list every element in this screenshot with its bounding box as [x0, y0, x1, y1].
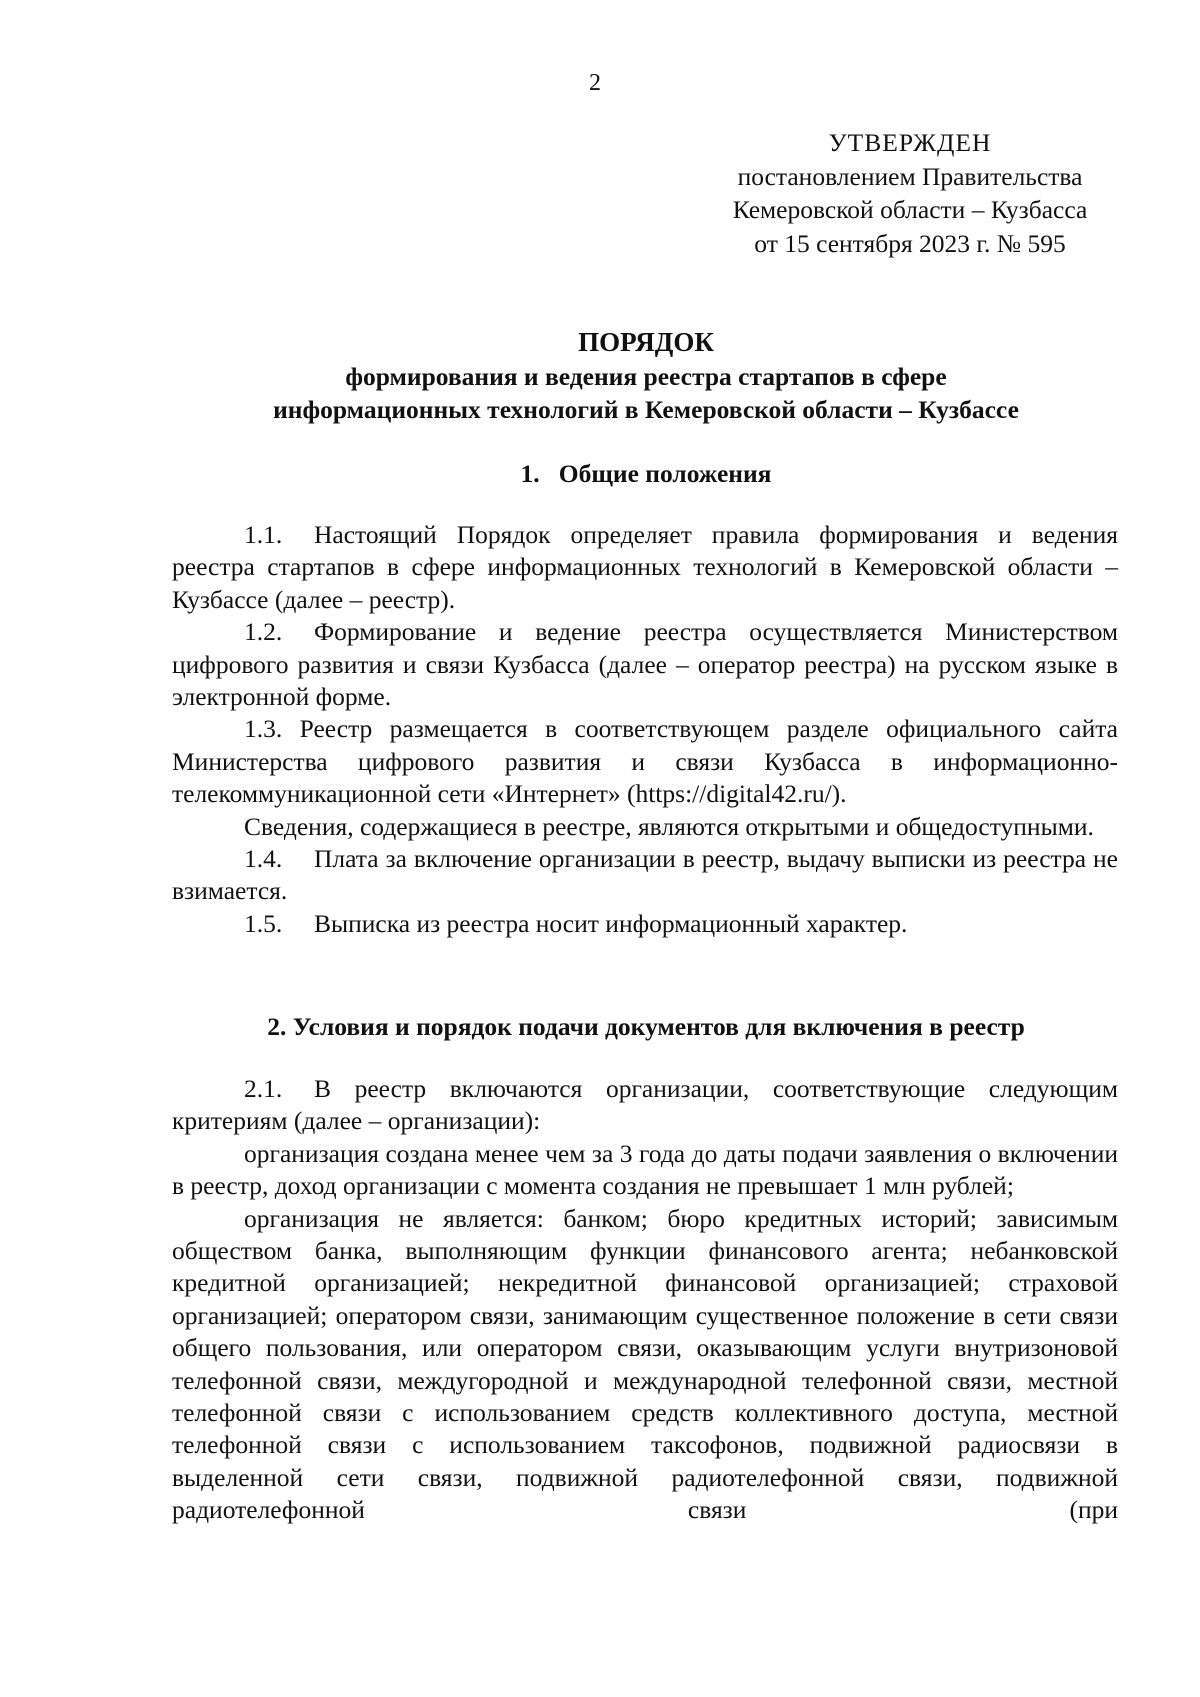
paragraph-number: 1.1. — [244, 520, 283, 549]
title-line-3: информационных технологий в Кемеровской области – Кузбассе — [273, 395, 1019, 424]
paragraph-1-1 — [172, 519, 1118, 616]
approval-line-approved: УТВЕРЖДЕН — [828, 128, 992, 157]
paragraph-2-1-criterion-1: организация создана менее чем за 3 года до даты подачи заявления о включении в реестр, доход организации с момента создания не превышает 1 млн рублей; — [172, 1138, 1118, 1201]
paragraph-number: 1.2. — [244, 617, 283, 647]
section-2-heading: 2. Условия и порядок подачи документов для включения в реестр — [267, 1012, 1025, 1041]
title-main: ПОРЯДОК — [578, 327, 714, 357]
paragraph-text: Плата за включение организации в реестр, выдачу выписки из реестра не взимается. — [172, 844, 1118, 906]
paragraph-text: Настоящий Порядок определяет правила формирования и ведения реестра стартапов в сфере информационных технологий в Кемеровской области – Кузбассе (далее – реестр). — [172, 520, 1118, 614]
paragraph-1-3-continued: Сведения, содержащиеся в реестре, являются открытыми и общедоступными. — [244, 811, 1094, 841]
approval-line-date: от 15 сентября 2023 г. № 595 — [754, 228, 1066, 258]
paragraph-1-5 — [172, 908, 1118, 940]
paragraph-2-1 — [172, 1073, 1118, 1138]
paragraph-2-1-criterion-2: организация не является: банком; бюро кредитных историй; зависимым обществом банка, выполняющим функции финансового агента; небанковской кредитной организацией; некредитной финансовой организацией; страховой организацией; оператором связи, занимающим существенное положение в сети связи общего пользования, или оператором связи, оказывающим услуги внутризоновой телефонной связи, междугородной и международной телефонной связи, местной телефонной связи с использованием средств коллективного доступа, местной телефонной связи с использованием таксофонов, подвижной радиосвязи в выделенной сети связи, подвижной радиотелефонной связи, подвижной радиотелефонной связи (при — [172, 1203, 1118, 1525]
paragraph-text: Формирование и ведение реестра осуществляется Министерством цифрового развития и связи Кузбасса (далее – оператор реестра) на русском языке в электронной форме. — [172, 617, 1118, 712]
document-title — [172, 326, 1120, 427]
title-line-2: формирования и ведения реестра стартапов в сфере — [345, 361, 947, 391]
paragraph-text: Выписка из реестра носит информационный характер. — [314, 908, 908, 938]
section-1-heading: 1. Общие положения — [520, 459, 772, 488]
section-1-body — [172, 519, 1118, 940]
section-2-body — [172, 1073, 1118, 1527]
page-number: 2 — [589, 70, 601, 96]
paragraph-number: 1.4. — [244, 844, 283, 874]
paragraph-1-4 — [172, 843, 1118, 908]
paragraph-1-3: 1.3. Реестр размещается в соответствующем разделе официального сайта Министерства цифрового развития и связи Кузбасса в информационно-телекоммуникационной сети «Интернет» (https://digital42.ru/). — [172, 714, 1118, 809]
paragraph-number: 2.1. — [244, 1074, 283, 1103]
approval-stamp — [700, 126, 1120, 260]
paragraph-1-2 — [172, 616, 1118, 713]
approval-line-region: Кемеровской области – Кузбасса — [732, 195, 1088, 224]
approval-line-resolution: постановлением Правительства — [737, 161, 1083, 191]
paragraph-number: 1.5. — [244, 908, 283, 938]
paragraph-text: В реестр включаются организации, соответствующие следующим критериям (далее – организации): — [172, 1074, 1118, 1136]
